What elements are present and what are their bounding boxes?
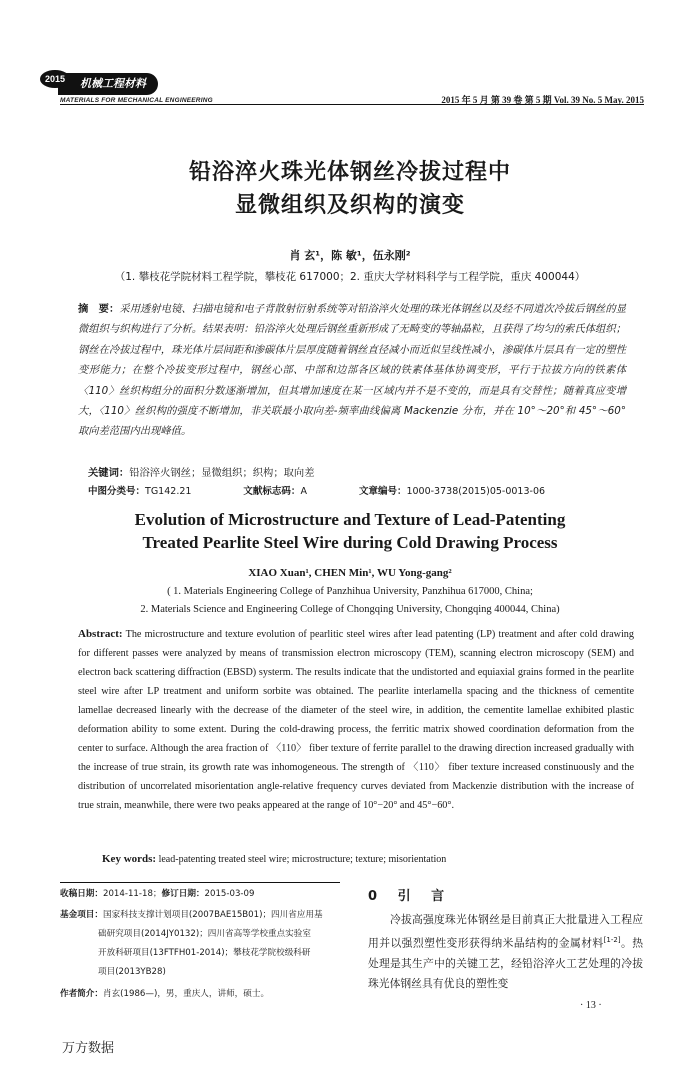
journal-title-cn: 机械工程材料 [80,77,146,90]
footnote-dates [60,885,350,904]
affiliations-cn: （1. 攀枝花学院材料工程学院，攀枝花 617000；2. 重庆大学材料科学与工程学院，重庆 400044） [114,271,586,283]
fund-line3: 开放科研项目(13FTFH01-2014)；攀枝花学院校级科研 [98,948,311,958]
keywords-cn-text: 铅浴淬火钢丝；显微组织；织构；取向差 [129,467,315,479]
abstract-cn-label: 摘 要： [78,303,120,315]
keywords-en [102,853,446,865]
received-date: 2014-11-18； [102,889,162,899]
citation-ref[interactable]: [1-2] [603,936,621,945]
clc-value: TG142.21 [145,486,192,497]
abstract-en-label: Abstract: [78,628,123,640]
fund-line4: 项目(2013YB28) [98,967,166,977]
received-label: 收稿日期： [60,889,103,899]
footnote-fund [60,906,350,982]
authors-cn: 肖 玄¹，陈 敏¹，伍永刚² [289,249,411,262]
title-en-line1: Evolution of Microstructure and Texture of Lead-Patenting [134,510,566,529]
fund-line2: 础研究项目(2014JY0132)；四川省高等学校重点实验室 [98,929,311,939]
clc-label: 中图分类号： [88,486,146,497]
title-en-line2: Treated Pearlite Steel Wire during Cold Drawing Process [142,533,558,552]
wanfang-watermark: 万方数据 [62,1041,115,1056]
year-badge: 2015 [40,70,70,88]
revised-date: 2015-03-09 [204,889,255,899]
intro-text-2: 。热处理是其生产中的关键工艺，经铅浴淬火工艺处理的冷拔珠光体钢丝具有优良的塑性变 [368,936,644,991]
footnote-rule [60,882,340,883]
abstract-en-text: The microstructure and texture evolution of pearlitic steel wires after lead patenting (LP) treatment and after cold drawing for different passes were analyzed by means of transmission electron microscopy (TEM), scanning electron microscopy (SEM) and electron back scattering diffraction (EBSD) systerm. The results indicate that the undistorted and equiaxial grains formed in the pearlite steel wire after LP treatment and uniform sorbite was obtained. The pearlite interlamella spacing and the thickness of cementite lamellae decreased linearly with the decrease of the diameter of the steel wire, in addition, the cementite lamellae exhibited plastic deformation ability to some extent. During the cold-drawing process, the ferritic matrix showed coordination deformation from the center to surface. Although the area fraction of 〈110〉 fiber texture of ferrite parallel to the drawing direction increased gradually with the increase of true strain, its growth rate was inhomogeneous. The strength of 〈110〉 fiber texture increased constinuously and the distribution of uncorrelated misorientation angle-relative frequency curves deviated from Mackenzie distribution with the increase of true strain, meanwhile, there were two peaks appeared at the range of 10°−20° and 45°−60°. [78,629,634,811]
journal-title-en: MATERIALS FOR MECHANICAL ENGINEERING [60,97,213,104]
affiliation-en-line1: ( 1. Materials Engineering College of Panzhihua University, Panzhihua 617000, China; [167,586,533,597]
title-cn-line2: 显微组织及织构的演变 [234,193,465,218]
revised-label: 修订日期： [161,889,205,899]
doc-code-value: A [300,486,307,497]
author-bio-text: 肖玄(1986—)，男，重庆人，讲师，硕士。 [102,989,270,999]
section-heading-intro: 0 引 言 [368,889,453,904]
affiliation-en-line2: 2. Materials Science and Engineering College of Chongqing University, Chongqing 400044, China) [140,604,560,615]
keywords-cn [88,464,315,479]
intro-text-1: 冷拔高强度珠光体钢丝是目前真正大批量进入工程应用并以强烈塑性变形获得纳米晶结构的金属材料 [368,913,643,950]
issue-info: 2015 年 5 月 第 39 卷 第 5 期 Vol. 39 No. 5 May. 2015 [441,95,644,105]
fund-line1: 国家科技支撑计划项目(2007BAE15B01)；四川省应用基 [102,910,323,920]
journal-banner [58,73,158,95]
footnote-author [60,985,350,1004]
fund-label: 基金项目： [60,910,103,920]
classification-line [88,483,628,497]
doc-code-label: 文献标志码： [243,486,301,497]
intro-paragraph [368,910,643,994]
authors-en: XIAO Xuan¹, CHEN Min¹, WU Yong-gang² [248,567,452,579]
article-no-label: 文章编号： [358,486,407,497]
abstract-cn-text: 采用透射电镜、扫描电镜和电子背散射衍射系统等对铅浴淬火处理的珠光体钢丝以及经不同道次冷拔后钢丝的显微组织与织构进行了分析。结果表明：铅浴淬火处理后钢丝重新形成了无畸变的等轴晶粒，且获得了均匀的索氏体组织；钢丝在冷拔过程中，珠光体片层间距和渗碳体片层厚度随着钢丝直径减小而近似呈线性减小，渗碳体片层具有一定的塑性变形能力；在整个冷拔变形过程中，钢丝心部、中部和边部各区域的铁素体基体协调变形，平行于拉拔方向的铁素体〈110〉丝织构组分的面积分数逐渐增加，但其增加速度在某一区域内并不是不变的，而是具有交替性；随着真应变增大，〈110〉丝织构的强度不断增加，非关联最小取向差-频率曲线偏离 Mackenzie 分布，并在 10°～20°和 45°～60°取向差范围内出现峰值。 [78,303,627,438]
abstract-cn [78,299,626,442]
abstract-en [78,625,634,815]
keywords-en-label: Key words: [102,853,157,865]
page-number: · 13 · [580,1000,602,1011]
keywords-en-text: lead-patenting treated steel wire; microstructure; texture; misorientation [158,854,447,865]
keywords-cn-label: 关键词： [88,467,130,479]
author-bio-label: 作者简介： [60,989,103,999]
article-no-value: 1000-3738(2015)05-0013-06 [406,486,546,497]
header-rule [60,104,644,105]
title-cn-line1: 铅浴淬火珠光体钢丝冷拔过程中 [188,160,511,185]
